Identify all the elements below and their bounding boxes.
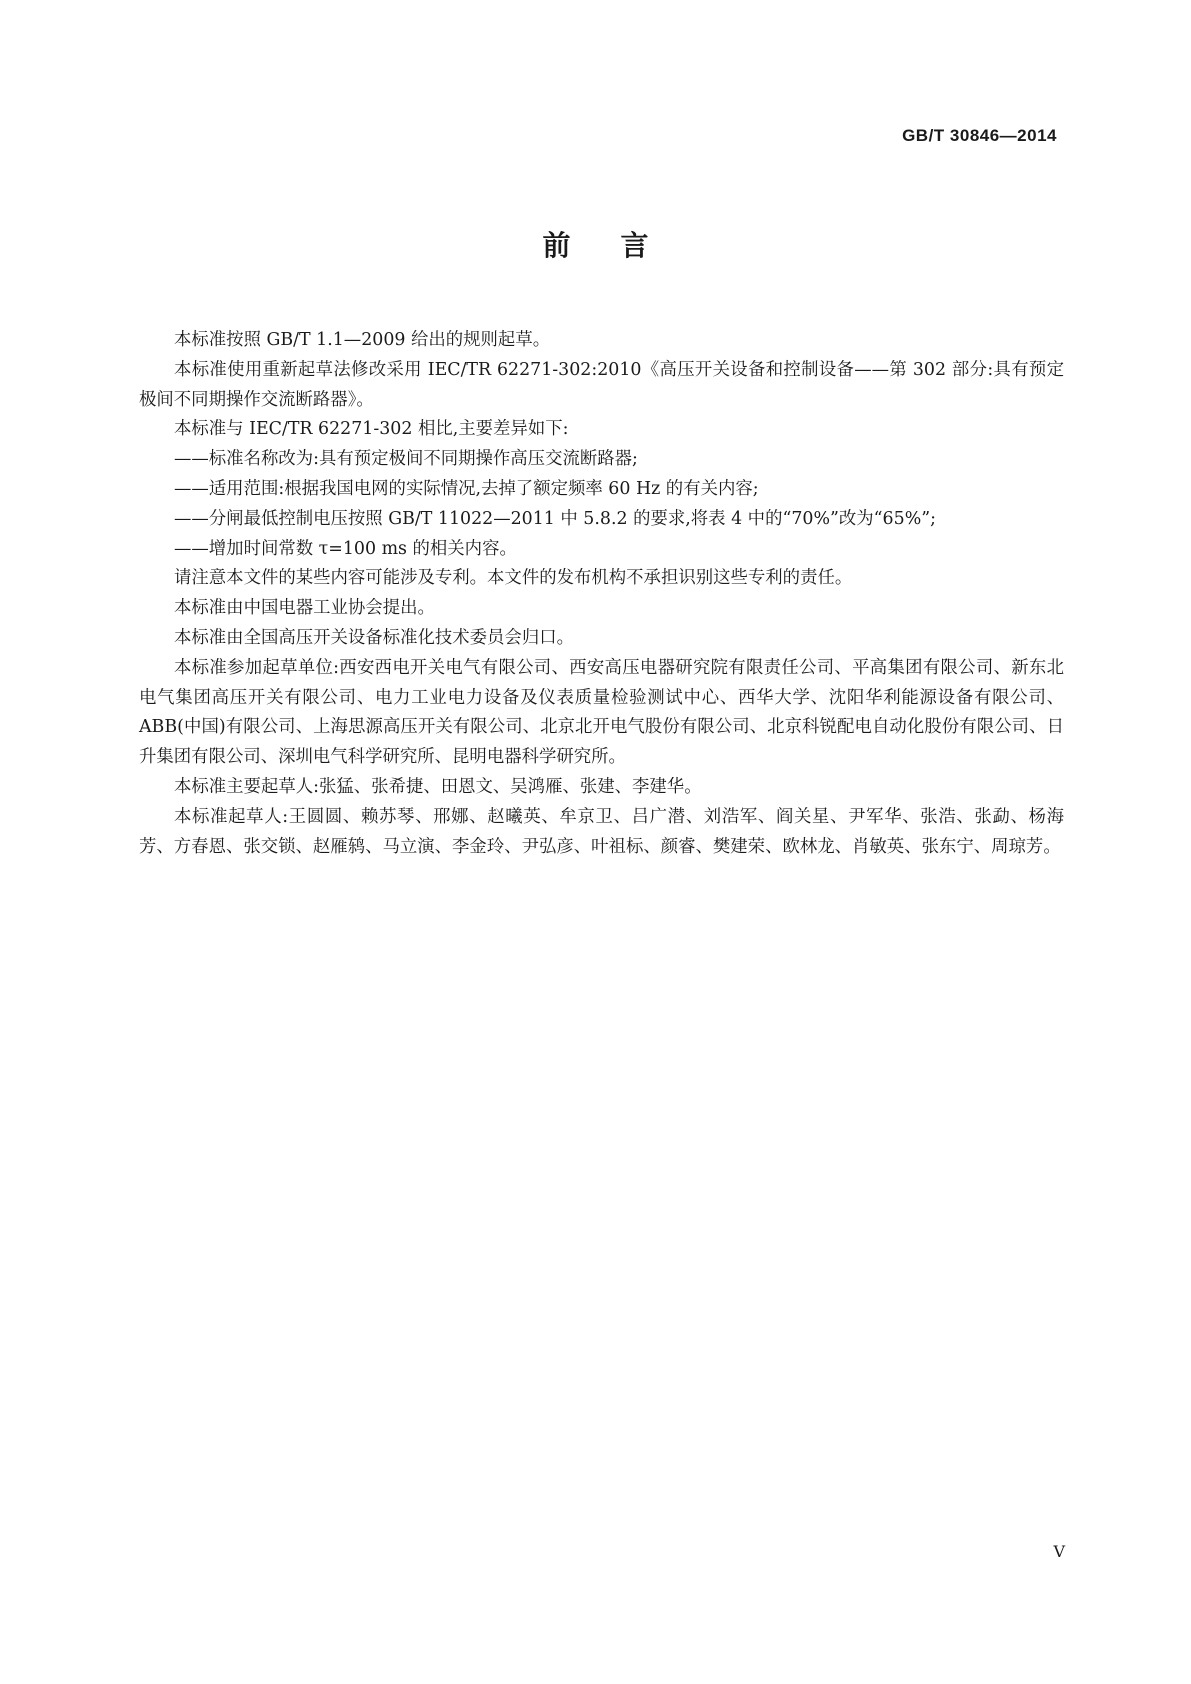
page-number: V bbox=[1053, 1542, 1065, 1561]
paragraph-main-drafters: 本标准主要起草人:张猛、张希捷、田恩文、吴鸿雁、张建、李建华。 bbox=[174, 776, 702, 797]
paragraph-drafting-rules: 本标准按照 GB/T 1.1—2009 给出的规则起草。 bbox=[174, 330, 551, 350]
foreword-body bbox=[139, 326, 1064, 862]
list-item-difference-time-constant: ——增加时间常数 τ=100 ms 的相关内容。 bbox=[174, 538, 517, 559]
list-item-difference-scope: ——适用范围:根据我国电网的实际情况,去掉了额定频率 60 Hz 的有关内容; bbox=[174, 478, 759, 499]
standard-code: GB/T 30846—2014 bbox=[902, 126, 1057, 145]
list-item-difference-name: ——标准名称改为:具有预定极间不同期操作高压交流断路器; bbox=[174, 449, 638, 470]
paragraph-drafters: 本标准起草人:王圆圆、赖苏琴、邢娜、赵曦英、牟京卫、吕广潜、刘浩军、阎关星、尹军华、张浩、张勐、杨海芳、方春恩、张交锁、赵雁鸫、马立演、李金玲、尹弘彦、叶祖标、颜睿、樊建荣、欧林龙、肖敏英、张东宁、周琼芳。 bbox=[139, 806, 1064, 857]
paragraph-differences-intro: 本标准与 IEC/TR 62271-302 相比,主要差异如下: bbox=[174, 419, 569, 440]
paragraph-administered-by: 本标准由全国高压开关设备标准化技术委员会归口。 bbox=[174, 627, 574, 648]
paragraph-patent-notice: 请注意本文件的某些内容可能涉及专利。本文件的发布机构不承担识别这些专利的责任。 bbox=[174, 568, 853, 589]
paragraph-drafting-units: 本标准参加起草单位:西安西电开关电气有限公司、西安高压电器研究院有限责任公司、平高集团有限公司、新东北电气集团高压开关有限公司、电力工业电力设备及仪表质量检验测试中心、西华大学、沈阳华利能源设备有限公司、ABB(中国)有限公司、上海思源高压开关有限公司、北京北开电气股份有限公司、北京科锐配电自动化股份有限公司、日升集团有限公司、深圳电气科学研究所、昆明电器科学研究所。 bbox=[139, 657, 1064, 768]
page-title: 前言 bbox=[542, 229, 699, 262]
paragraph-proposed-by: 本标准由中国电器工业协会提出。 bbox=[174, 598, 435, 619]
paragraph-adoption: 本标准使用重新起草法修改采用 IEC/TR 62271-302:2010《高压开关设备和控制设备——第 302 部分:具有预定极间不同期操作交流断路器》。 bbox=[139, 359, 1064, 410]
list-item-difference-voltage: ——分闸最低控制电压按照 GB/T 11022—2011 中 5.8.2 的要求,将表 4 中的“70%”改为“65%”; bbox=[174, 508, 936, 529]
